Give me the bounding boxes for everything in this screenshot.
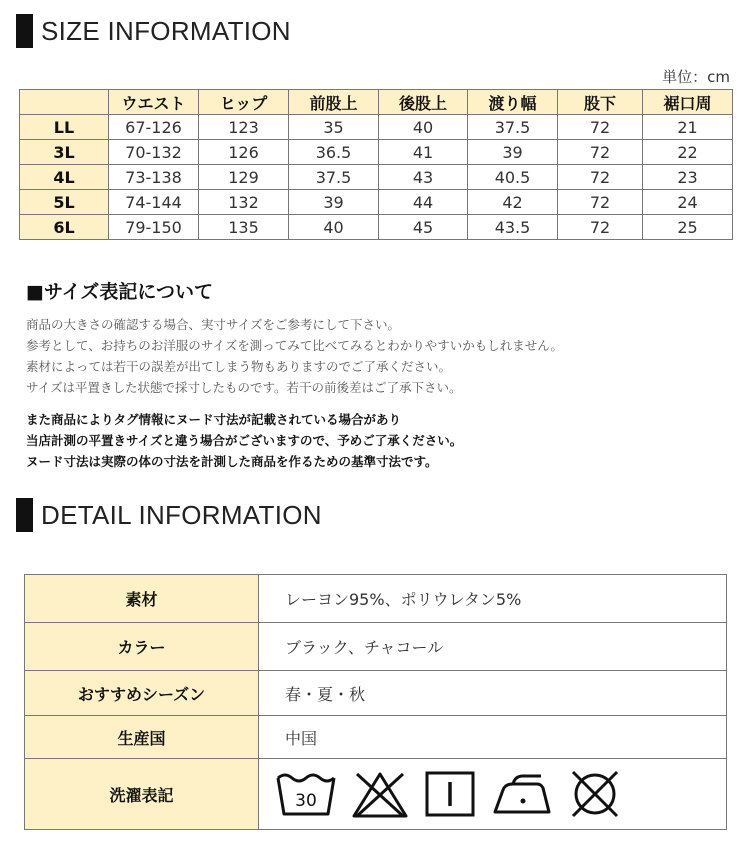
size-notes-bold [26, 409, 462, 472]
heading-bar [16, 14, 33, 48]
size-notes [26, 314, 563, 398]
size-header-cell: ウエスト [109, 90, 199, 115]
table-row [25, 716, 727, 759]
bold-note-line: 当店計測の平置きサイズと違う場合がございますので、予めご了承ください。 [26, 433, 463, 448]
detail-information-heading [16, 498, 322, 532]
size-information-heading [16, 14, 291, 48]
table-cell: 37.5 [289, 165, 379, 190]
origin-label: 生産国 [25, 716, 259, 759]
table-cell: 37.5 [468, 115, 558, 140]
note-line: 商品の大きさの確認する場合、実寸サイズをご参考にして下さい。 [26, 317, 401, 332]
table-row [20, 190, 733, 215]
table-row [20, 140, 733, 165]
table-row [20, 115, 733, 140]
table-cell: 43 [379, 165, 468, 190]
size-label-cell: 5L [20, 190, 109, 215]
table-cell: 24 [643, 190, 733, 215]
table-cell: 25 [643, 215, 733, 240]
table-cell: 67-126 [109, 115, 199, 140]
iron-low-icon [489, 768, 555, 820]
table-row [25, 759, 727, 830]
table-cell: 72 [558, 115, 643, 140]
no-bleach-icon [349, 768, 411, 820]
size-label-cell: 3L [20, 140, 109, 165]
table-cell: 36.5 [289, 140, 379, 165]
table-cell: 39 [468, 140, 558, 165]
unit-label: 単位：cm [662, 68, 730, 86]
line-dry-icon [423, 768, 477, 820]
table-cell: 72 [558, 190, 643, 215]
size-header-cell: 股下 [558, 90, 643, 115]
table-cell: 72 [558, 165, 643, 190]
size-information-title: SIZE INFORMATION [41, 15, 291, 46]
size-notes-title: ■サイズ表記について [26, 281, 214, 303]
table-row [25, 623, 727, 671]
table-cell: 74-144 [109, 190, 199, 215]
size-header-cell: 後股上 [379, 90, 468, 115]
heading-bar [16, 498, 33, 532]
wash-temperature: 30 [295, 791, 317, 811]
material-value: レーヨン95%、ポリウレタン5% [259, 575, 727, 623]
wash-30-icon [275, 768, 337, 820]
size-header-cell: 渡り幅 [468, 90, 558, 115]
table-cell: 22 [643, 140, 733, 165]
table-cell: 40 [379, 115, 468, 140]
table-cell: 39 [289, 190, 379, 215]
size-label-cell: LL [20, 115, 109, 140]
note-line: 素材によっては若干の誤差が出てしまう物もありますのでご了承ください。 [26, 359, 452, 374]
table-cell: 43.5 [468, 215, 558, 240]
table-cell: 44 [379, 190, 468, 215]
table-cell: 123 [199, 115, 289, 140]
table-cell: 23 [643, 165, 733, 190]
size-table [19, 89, 733, 240]
care-symbols-cell [259, 759, 727, 830]
detail-information-title: DETAIL INFORMATION [41, 499, 322, 530]
table-cell: 42 [468, 190, 558, 215]
table-cell: 72 [558, 140, 643, 165]
material-label: 素材 [25, 575, 259, 623]
size-header-cell [20, 90, 109, 115]
table-cell: 79-150 [109, 215, 199, 240]
table-cell: 70-132 [109, 140, 199, 165]
note-line: サイズは平置きした状態で採寸したものです。若干の前後差はご了承下さい。 [26, 380, 462, 395]
color-label: カラー [25, 623, 259, 671]
color-value: ブラック、チャコール [259, 623, 727, 671]
table-row [25, 575, 727, 623]
table-cell: 132 [199, 190, 289, 215]
table-row [25, 671, 727, 716]
size-table-header-row [20, 90, 733, 115]
size-header-cell: ヒップ [199, 90, 289, 115]
origin-value: 中国 [259, 716, 727, 759]
table-cell: 35 [289, 115, 379, 140]
table-cell: 72 [558, 215, 643, 240]
detail-table [24, 574, 727, 830]
care-label: 洗濯表記 [25, 759, 259, 830]
table-row [20, 215, 733, 240]
season-value: 春・夏・秋 [259, 671, 727, 716]
size-header-cell: 裾口周 [643, 90, 733, 115]
table-cell: 135 [199, 215, 289, 240]
season-label: おすすめシーズン [25, 671, 259, 716]
size-label-cell: 6L [20, 215, 109, 240]
table-cell: 40.5 [468, 165, 558, 190]
care-symbols [259, 768, 726, 820]
table-cell: 126 [199, 140, 289, 165]
table-cell: 21 [643, 115, 733, 140]
table-cell: 41 [379, 140, 468, 165]
table-cell: 129 [199, 165, 289, 190]
table-cell: 73-138 [109, 165, 199, 190]
bold-note-line: また商品によりタグ情報にヌード寸法が記載されている場合があり [26, 412, 402, 427]
table-row [20, 165, 733, 190]
no-dry-clean-icon [567, 768, 623, 820]
size-header-cell: 前股上 [289, 90, 379, 115]
size-label-cell: 4L [20, 165, 109, 190]
table-cell: 45 [379, 215, 468, 240]
bold-note-line: ヌード寸法は実際の体の寸法を計測した商品を作るための基準寸法です。 [26, 454, 438, 469]
note-line: 参考として、お持ちのお洋服のサイズを測ってみて比べてみるとわかりやすいかもしれません。 [26, 338, 564, 353]
table-cell: 40 [289, 215, 379, 240]
